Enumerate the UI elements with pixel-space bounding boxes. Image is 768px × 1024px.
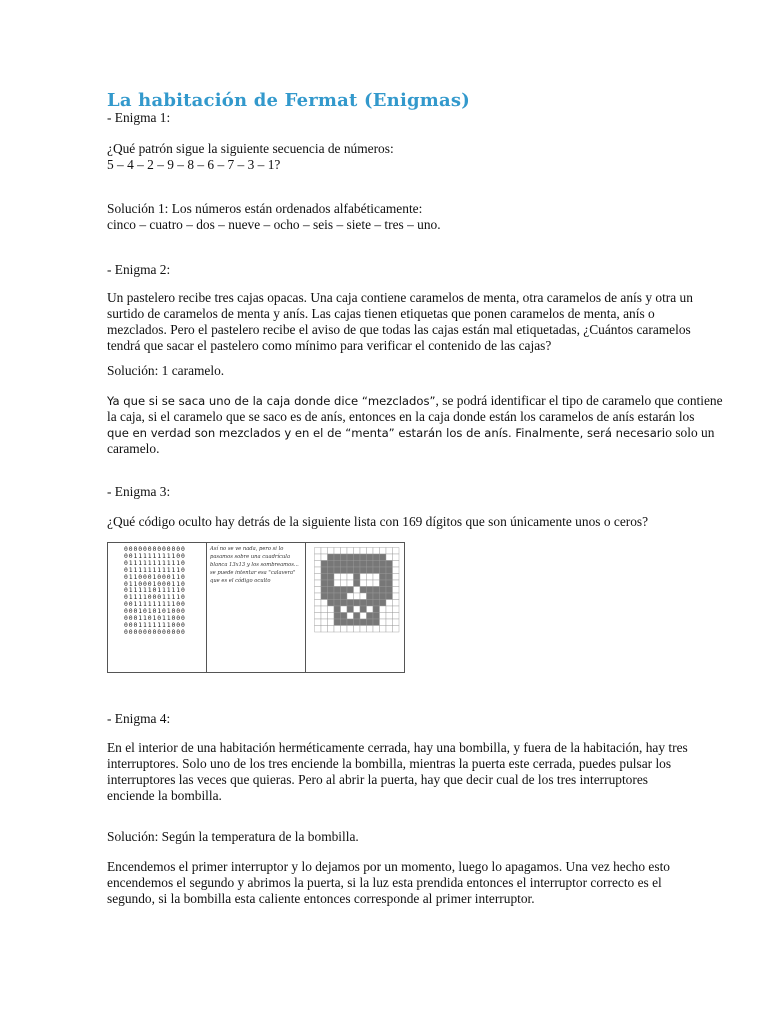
binary-row: 0110001000110 [124,579,186,588]
enigma2-explanation-line [107,425,715,441]
grid-cell-empty [328,606,335,613]
grid-cell-filled [380,580,387,587]
grid-cell-empty [360,574,367,581]
grid-cell-empty [341,606,348,613]
grid-cell-filled [360,600,367,607]
enigma2-explanation-line: la caja, si el caramelo que se saco es de anís, entonces en la caja donde están los caramelos de anís estarán los [107,409,695,424]
grid-cell-empty [315,593,322,600]
grid-cell-empty [347,613,354,620]
grid-cell-filled [360,587,367,594]
grid-cell-filled [321,561,328,568]
grid-cell-empty [315,587,322,594]
grid-cell-filled [347,619,354,626]
binary-row: 0001111111000 [124,620,186,629]
grid-cell-filled [373,561,380,568]
grid-cell-filled [386,567,393,574]
grid-cell-filled [373,567,380,574]
grid-cell-empty [341,574,348,581]
enigma4-explanation-line: encendemos el segundo y abrimos la puerta, si la luz esta prendida entonces el interruptor correcto es el [107,875,662,890]
binary-row: 0001101011000 [124,614,186,623]
grid-cell-empty [347,548,354,555]
figure-note: Así no se ve nada, pero si lo pasamos sobre una cuadrícula blanca 13x13 y los sombreamos... se puede intentar esa "calavera" que es el código oculto [210,546,299,584]
grid-cell-filled [334,606,341,613]
grid-cell-empty [321,554,328,561]
grid-cell-filled [367,593,374,600]
grid-cell-empty [360,613,367,620]
binary-row: 0111111111110 [124,565,186,574]
grid-cell-empty [328,613,335,620]
grid-cell-empty [386,554,393,561]
grid-cell-empty [341,580,348,587]
grid-cell-empty [321,626,328,633]
enigma4-body-line: interruptores. Solo uno de los tres enciende la bombilla, mientras la puerta este cerrada, puedes pulsar los [107,756,672,771]
grid-cell-filled [360,606,367,613]
grid-cell-empty [386,619,393,626]
binary-row: 0110001000110 [124,572,186,581]
enigma4-body [107,740,688,804]
binary-row: 0000000000000 [124,545,186,553]
grid-cell-filled [386,580,393,587]
grid-cell-filled [321,567,328,574]
grid-cell-empty [341,626,348,633]
grid-cell-empty [393,567,400,574]
grid-cell-filled [354,554,361,561]
grid-cell-filled [380,587,387,594]
grid-cell-empty [386,613,393,620]
grid-cell-empty [373,580,380,587]
grid-cell-filled [386,593,393,600]
grid-cell-filled [334,587,341,594]
grid-cell-filled [367,587,374,594]
grid-cell-filled [341,567,348,574]
skull-grid [314,547,400,633]
grid-cell-filled [334,600,341,607]
grid-cell-filled [334,561,341,568]
grid-cell-empty [393,561,400,568]
grid-cell-filled [334,554,341,561]
grid-cell-empty [386,626,393,633]
grid-cell-empty [386,548,393,555]
grid-cell-empty [315,554,322,561]
grid-cell-empty [354,606,361,613]
grid-cell-filled [341,554,348,561]
enigma3-heading: - Enigma 3: [107,484,171,499]
grid-cell-empty [321,619,328,626]
binary-list-panel [108,543,207,672]
grid-cell-filled [347,606,354,613]
grid-cell-empty [347,626,354,633]
grid-cell-filled [354,619,361,626]
grid-cell-filled [347,554,354,561]
grid-cell-empty [360,593,367,600]
grid-cell-filled [380,554,387,561]
grid-cell-empty [373,626,380,633]
grid-cell-filled [328,580,335,587]
grid-cell-empty [380,613,387,620]
grid-cell-filled [373,600,380,607]
enigma3-question: ¿Qué código oculto hay detrás de la siguiente lista con 169 dígitos que son únicamente unos o ceros? [107,514,649,529]
grid-cell-filled [347,561,354,568]
enigma1-sequence: 5 – 4 – 2 – 9 – 8 – 6 – 7 – 3 – 1? [107,157,281,172]
grid-cell-empty [393,619,400,626]
grid-cell-empty [367,606,374,613]
enigma2-explanation-line [107,393,723,409]
grid-cell-empty [367,626,374,633]
grid-cell-filled [354,613,361,620]
grid-cell-empty [380,626,387,633]
grid-cell-empty [393,587,400,594]
grid-cell-filled [328,561,335,568]
grid-cell-empty [360,626,367,633]
enigma1-solution-line1: Solución 1: Los números están ordenados alfabéticamente: [107,201,423,216]
grid-cell-filled [373,606,380,613]
grid-cell-filled [321,593,328,600]
grid-cell-filled [328,574,335,581]
grid-cell-filled [341,619,348,626]
grid-cell-empty [315,574,322,581]
grid-cell-filled [334,593,341,600]
grid-cell-filled [341,613,348,620]
grid-cell-filled [367,561,374,568]
grid-cell-empty [328,619,335,626]
grid-cell-filled [380,593,387,600]
grid-cell-empty [321,548,328,555]
enigma2-explanation-rest: io solo un [661,425,715,440]
grid-cell-filled [354,561,361,568]
grid-cell-empty [367,548,374,555]
grid-cell-empty [328,548,335,555]
grid-cell-empty [328,626,335,633]
grid-cell-filled [354,567,361,574]
grid-cell-filled [367,554,374,561]
grid-cell-empty [373,548,380,555]
grid-cell-filled [354,574,361,581]
grid-cell-empty [393,600,400,607]
enigma2-explanation [107,393,723,457]
grid-cell-empty [315,619,322,626]
grid-cell-filled [347,600,354,607]
grid-cell-filled [328,587,335,594]
grid-cell-empty [315,626,322,633]
grid-cell-filled [334,613,341,620]
grid-cell-empty [315,567,322,574]
grid-cell-filled [347,587,354,594]
grid-cell-empty [315,606,322,613]
grid-cell-filled [386,561,393,568]
grid-cell-filled [373,619,380,626]
enigma2-body-line: surtido de caramelos de menta y anís. Las cajas tienen etiquetas que ponen caramelos de menta, anís o [107,306,655,321]
figure-note-panel [207,543,306,672]
grid-cell-filled [367,600,374,607]
grid-cell-empty [334,574,341,581]
enigma4-solution: Solución: Según la temperatura de la bombilla. [107,829,359,844]
grid-cell-empty [380,606,387,613]
grid-cell-filled [341,600,348,607]
grid-cell-empty [321,613,328,620]
grid-cell-empty [373,574,380,581]
enigma2-solution: Solución: 1 caramelo. [107,363,225,378]
grid-cell-empty [386,600,393,607]
grid-cell-empty [334,580,341,587]
grid-cell-empty [347,580,354,587]
grid-cell-filled [321,574,328,581]
grid-cell-filled [373,587,380,594]
enigma1-question-block [107,141,667,173]
grid-cell-filled [373,593,380,600]
grid-cell-filled [354,580,361,587]
grid-cell-empty [321,606,328,613]
grid-cell-empty [393,574,400,581]
grid-cell-empty [393,606,400,613]
grid-cell-filled [373,554,380,561]
grid-cell-filled [367,619,374,626]
grid-cell-filled [380,600,387,607]
grid-cell-empty [354,626,361,633]
binary-row: 0011111111100 [124,551,186,560]
grid-cell-filled [321,580,328,587]
enigma2-body-line: tendrá que sacar el pastelero como mínimo para verificar el contenido de las cajas? [107,338,552,353]
grid-cell-filled [360,554,367,561]
binary-list [124,546,186,636]
skull-code-figure [107,542,405,673]
grid-cell-empty [360,548,367,555]
grid-cell-empty [334,626,341,633]
grid-cell-filled [380,561,387,568]
enigma4-body-line: enciende la bombilla. [107,788,222,803]
grid-cell-filled [347,567,354,574]
binary-row: 0111100011110 [124,593,186,602]
grid-cell-empty [367,580,374,587]
enigma4-explanation-line: segundo, si la bombilla esta caliente entonces corresponde al primer interruptor. [107,891,535,906]
grid-cell-empty [367,574,374,581]
grid-cell-empty [380,548,387,555]
grid-cell-empty [380,619,387,626]
grid-cell-filled [321,587,328,594]
grid-cell-filled [380,574,387,581]
enigma2-explanation-rest: , se podrá identificar el tipo de caramelo que contiene [435,393,723,408]
grid-cell-filled [334,567,341,574]
grid-cell-empty [393,593,400,600]
enigma1-solution-line2: cinco – cuatro – dos – nueve – ocho – seis – siete – tres – uno. [107,217,441,232]
enigma2-body [107,290,693,354]
enigma1-solution-block [107,201,667,233]
binary-row: 0111111111110 [124,558,186,567]
grid-cell-empty [393,548,400,555]
grid-cell-empty [315,613,322,620]
enigma2-body-line: mezclados. Pero el pastelero recibe el aviso de que todas las cajas están mal etiquetadas, ¿Cuántos caramelos [107,322,691,337]
page-title: La habitación de Fermat (Enigmas) [107,90,470,111]
grid-cell-filled [341,593,348,600]
grid-cell-empty [347,574,354,581]
grid-cell-empty [347,593,354,600]
grid-cell-filled [334,619,341,626]
grid-cell-empty [354,587,361,594]
enigma2-explanation-line: caramelo. [107,441,160,456]
grid-cell-filled [341,561,348,568]
grid-cell-filled [380,567,387,574]
enigma1-question: ¿Qué patrón sigue la siguiente secuencia de números: [107,141,394,156]
grid-cell-empty [315,600,322,607]
grid-cell-filled [367,567,374,574]
grid-cell-empty [341,548,348,555]
grid-cell-filled [360,619,367,626]
binary-row: 0111110111110 [124,586,186,595]
grid-cell-filled [386,587,393,594]
enigma4-body-line: interruptores las veces que quieras. Pero al abrir la puerta, hay que decir cual de los tres interruptores [107,772,648,787]
enigma4-explanation [107,859,670,907]
enigma4-body-line: En el interior de una habitación herméticamente cerrada, hay una bombilla, y fuera de la habitación, hay tres [107,740,688,755]
grid-cell-empty [315,580,322,587]
grid-cell-filled [367,613,374,620]
grid-cell-empty [321,600,328,607]
grid-cell-empty [334,548,341,555]
enigma2-heading: - Enigma 2: [107,262,171,277]
grid-cell-filled [328,567,335,574]
grid-cell-empty [393,613,400,620]
grid-cell-empty [386,606,393,613]
binary-row: 0001010101000 [124,607,186,616]
grid-cell-filled [360,561,367,568]
grid-cell-empty [315,548,322,555]
grid-cell-filled [341,587,348,594]
binary-row: 0011111111100 [124,600,186,609]
grid-cell-filled [386,574,393,581]
binary-row: 0000000000000 [124,627,186,636]
grid-cell-empty [354,548,361,555]
grid-cell-empty [393,580,400,587]
grid-cell-filled [354,600,361,607]
grid-cell-empty [393,626,400,633]
enigma2-explanation-sans: que en verdad son mezclados y en el de “menta” estarán los de anís. Finalmente, será necesar [107,426,662,440]
enigma2-explanation-sans: Ya que si se saca uno de la caja donde dice “mezclados” [107,394,436,408]
enigma1-heading: - Enigma 1: [107,110,171,125]
grid-cell-empty [360,580,367,587]
grid-cell-empty [315,561,322,568]
grid-cell-filled [328,600,335,607]
enigma4-heading: - Enigma 4: [107,711,171,726]
grid-cell-filled [360,567,367,574]
grid-cell-filled [373,613,380,620]
grid-cell-empty [354,593,361,600]
grid-cell-filled [328,554,335,561]
enigma4-explanation-line: Encendemos el primer interruptor y lo dejamos por un momento, luego lo apagamos. Una vez hecho esto [107,859,670,874]
grid-cell-empty [393,554,400,561]
grid-cell-filled [328,593,335,600]
enigma2-body-line: Un pastelero recibe tres cajas opacas. Una caja contiene caramelos de menta, otra caramelos de anís y otra un [107,290,693,305]
